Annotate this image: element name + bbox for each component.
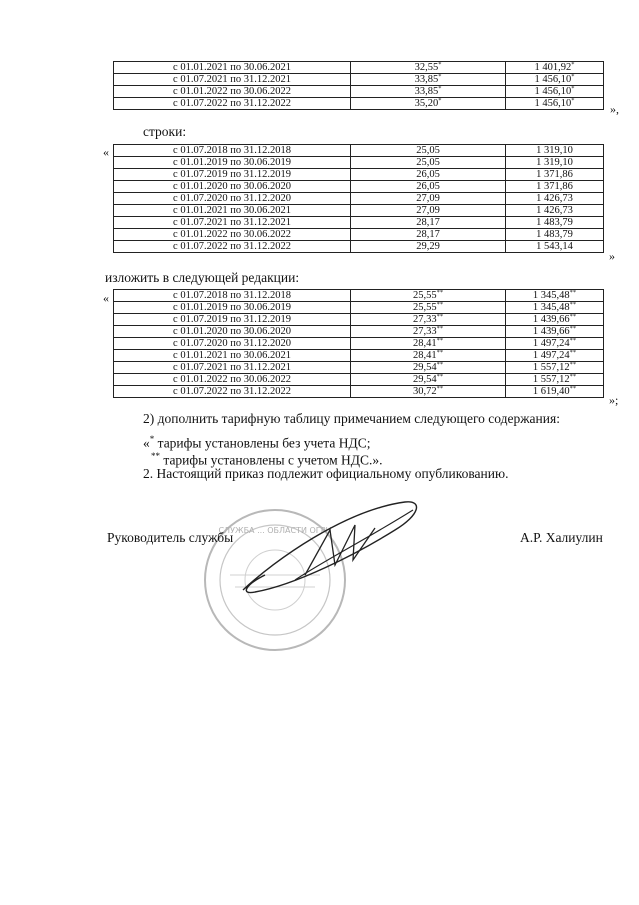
- cell-value: 25,55: [412, 290, 437, 301]
- footnote-mark: **: [436, 325, 444, 332]
- cell-value: 1 426,73: [536, 205, 573, 216]
- cell-value: с 01.01.2021 по 30.06.2021: [173, 205, 291, 216]
- rate-per-gcal-cell: [506, 229, 604, 241]
- cell-value: 32,55: [414, 62, 439, 73]
- label-rows: строки:: [143, 124, 187, 139]
- table-row: [114, 98, 604, 110]
- table-row: [114, 302, 604, 314]
- table-row: [114, 229, 604, 241]
- rate-per-unit-cell: [351, 181, 506, 193]
- footnote-mark: **: [436, 349, 444, 356]
- cell-value: 1 543,14: [536, 241, 573, 252]
- signatory-role: Руководитель службы: [107, 530, 234, 545]
- footnote-mark: **: [569, 385, 577, 392]
- footnote-mark: *: [438, 85, 442, 92]
- cell-value: с 01.01.2022 по 30.06.2022: [173, 374, 291, 385]
- cell-value: с 01.01.2019 по 30.06.2019: [173, 157, 291, 168]
- paragraph-publish: 2. Настоящий приказ подлежит официальному опубликованию.: [143, 466, 509, 481]
- cell-value: 30,72: [412, 386, 437, 397]
- rate-per-gcal-cell: [506, 157, 604, 169]
- stamp-text: СЛУЖБА ... ОБЛАСТИ ОГРН: [218, 526, 332, 535]
- table-row: [114, 193, 604, 205]
- rate-per-gcal-cell: [506, 374, 604, 386]
- period-cell: [114, 374, 351, 386]
- rate-per-unit-cell: [351, 86, 506, 98]
- cell-value: 1 456,10: [534, 98, 572, 109]
- table-row: [114, 74, 604, 86]
- rate-per-unit-cell: [351, 217, 506, 229]
- footnote-mark: *: [571, 97, 575, 104]
- cell-value: 1 371,86: [536, 181, 573, 192]
- rate-per-unit-cell: [351, 205, 506, 217]
- cell-value: с 01.07.2019 по 31.12.2019: [173, 169, 291, 180]
- cell-value: 28,41: [412, 338, 437, 349]
- period-cell: [114, 314, 351, 326]
- table-row: [114, 290, 604, 302]
- rate-per-unit-cell: [351, 314, 506, 326]
- cell-value: 1 497,24: [532, 338, 570, 349]
- period-cell: [114, 98, 351, 110]
- period-cell: [114, 181, 351, 193]
- table-row: [114, 86, 604, 98]
- footnote-mark: **: [436, 313, 444, 320]
- rate-per-gcal-cell: [506, 98, 604, 110]
- cell-value: 1 401,92: [534, 62, 572, 73]
- cell-value: 1 345,48: [532, 290, 570, 301]
- footnote-mark: **: [569, 349, 577, 356]
- cell-value: 1 371,86: [536, 169, 573, 180]
- footnote-mark: **: [569, 313, 577, 320]
- cell-value: 1 483,79: [536, 217, 573, 228]
- cell-value: с 01.07.2022 по 31.12.2022: [173, 241, 291, 252]
- cell-value: 1 497,24: [532, 350, 570, 361]
- table3-open-mark: «: [103, 291, 109, 305]
- cell-value: 1 619,40: [532, 386, 570, 397]
- rate-per-unit-cell: [351, 145, 506, 157]
- cell-value: 25,55: [412, 302, 437, 313]
- footnote-mark: **: [569, 325, 577, 332]
- label-new-edition: изложить в следующей редакции:: [105, 270, 300, 285]
- period-cell: [114, 193, 351, 205]
- cell-value: 28,17: [416, 217, 440, 228]
- cell-value: 35,20: [414, 98, 439, 109]
- table-row: [114, 157, 604, 169]
- table-row: [114, 217, 604, 229]
- rate-per-gcal-cell: [506, 350, 604, 362]
- rate-per-unit-cell: [351, 62, 506, 74]
- table-row: [114, 62, 604, 74]
- cell-value: 27,09: [416, 205, 440, 216]
- cell-value: с 01.07.2021 по 31.12.2021: [173, 74, 291, 85]
- cell-value: 1 439,66: [532, 326, 570, 337]
- rate-per-gcal-cell: [506, 326, 604, 338]
- table-row: [114, 169, 604, 181]
- handwritten-signature: [235, 490, 425, 600]
- period-cell: [114, 145, 351, 157]
- period-cell: [114, 326, 351, 338]
- cell-value: с 01.07.2022 по 31.12.2022: [173, 98, 291, 109]
- cell-value: 28,41: [412, 350, 437, 361]
- rate-per-unit-cell: [351, 302, 506, 314]
- rate-per-gcal-cell: [506, 362, 604, 374]
- rate-per-gcal-cell: [506, 302, 604, 314]
- period-cell: [114, 302, 351, 314]
- rate-per-unit-cell: [351, 386, 506, 398]
- signatory-name: А.Р. Халиулин: [520, 530, 603, 545]
- period-cell: [114, 74, 351, 86]
- tariff-table-continued: [113, 61, 604, 110]
- paragraph-note: 2) дополнить тарифную таблицу примечанием следующего содержания:: [143, 411, 560, 426]
- footnote-mark: *: [571, 85, 575, 92]
- footnote-mark: **: [436, 361, 444, 368]
- note1-asterisk: *: [149, 434, 155, 444]
- period-cell: [114, 62, 351, 74]
- cell-value: 1 319,10: [536, 157, 573, 168]
- cell-value: 1 557,12: [532, 362, 570, 373]
- rate-per-gcal-cell: [506, 290, 604, 302]
- period-cell: [114, 386, 351, 398]
- cell-value: 1 426,73: [536, 193, 573, 204]
- cell-value: 1 557,12: [532, 374, 570, 385]
- footnote-mark: **: [569, 361, 577, 368]
- period-cell: [114, 229, 351, 241]
- table-row: [114, 338, 604, 350]
- cell-value: с 01.07.2018 по 31.12.2018: [173, 145, 291, 156]
- footnote-mark: **: [436, 289, 444, 296]
- cell-value: 25,05: [416, 157, 440, 168]
- cell-value: с 01.01.2020 по 30.06.2020: [173, 326, 291, 337]
- footnote-mark: *: [571, 73, 575, 80]
- table-row: [114, 205, 604, 217]
- rate-per-unit-cell: [351, 326, 506, 338]
- rate-per-unit-cell: [351, 157, 506, 169]
- period-cell: [114, 241, 351, 253]
- rate-per-unit-cell: [351, 74, 506, 86]
- table-row: [114, 314, 604, 326]
- rate-per-unit-cell: [351, 193, 506, 205]
- table-row: [114, 181, 604, 193]
- table-row: [114, 350, 604, 362]
- cell-value: с 01.01.2022 по 30.06.2022: [173, 229, 291, 240]
- rate-per-unit-cell: [351, 169, 506, 181]
- cell-value: с 01.07.2020 по 31.12.2020: [173, 338, 291, 349]
- note1-text: тарифы установлены без учета НДС;: [154, 435, 371, 451]
- rate-per-gcal-cell: [506, 169, 604, 181]
- cell-value: 1 483,79: [536, 229, 573, 240]
- rate-per-gcal-cell: [506, 338, 604, 350]
- cell-value: с 01.07.2022 по 31.12.2022: [173, 386, 291, 397]
- period-cell: [114, 86, 351, 98]
- cell-value: с 01.01.2021 по 30.06.2021: [173, 350, 291, 361]
- footnote-mark: **: [436, 385, 444, 392]
- cell-value: 27,09: [416, 193, 440, 204]
- footnote-mark: **: [569, 289, 577, 296]
- footnote-mark: *: [438, 73, 442, 80]
- footnote-mark: *: [438, 97, 442, 104]
- cell-value: с 01.07.2018 по 31.12.2018: [173, 290, 291, 301]
- cell-value: с 01.01.2022 по 30.06.2022: [173, 86, 291, 97]
- cell-value: 1 345,48: [532, 302, 570, 313]
- period-cell: [114, 157, 351, 169]
- table2-open-mark: «: [103, 145, 109, 159]
- table3-close-mark: »;: [609, 393, 619, 407]
- table-row: [114, 145, 604, 157]
- rate-per-gcal-cell: [506, 386, 604, 398]
- period-cell: [114, 217, 351, 229]
- rate-per-unit-cell: [351, 350, 506, 362]
- cell-value: 1 456,10: [534, 74, 572, 85]
- note1-prefix: «: [143, 435, 150, 451]
- rate-per-gcal-cell: [506, 86, 604, 98]
- period-cell: [114, 338, 351, 350]
- cell-value: с 01.01.2020 по 30.06.2020: [173, 181, 291, 192]
- rate-per-unit-cell: [351, 362, 506, 374]
- cell-value: 29,29: [416, 241, 440, 252]
- cell-value: 28,17: [416, 229, 440, 240]
- cell-value: 29,54: [412, 362, 437, 373]
- table1-close-mark: »,: [610, 102, 619, 116]
- tariff-table-old-rows: [113, 144, 604, 253]
- period-cell: [114, 169, 351, 181]
- table-row: [114, 374, 604, 386]
- period-cell: [114, 205, 351, 217]
- table-row: [114, 386, 604, 398]
- cell-value: с 01.07.2021 по 31.12.2021: [173, 217, 291, 228]
- table2-close-mark: »: [609, 249, 615, 263]
- cell-value: с 01.01.2019 по 30.06.2019: [173, 302, 291, 313]
- footnote-mark: **: [569, 301, 577, 308]
- tariff-table-new-rows: [113, 289, 604, 398]
- cell-value: 1 319,10: [536, 145, 573, 156]
- footnote-mark: *: [438, 61, 442, 68]
- rate-per-gcal-cell: [506, 74, 604, 86]
- cell-value: с 01.07.2020 по 31.12.2020: [173, 193, 291, 204]
- rate-per-gcal-cell: [506, 145, 604, 157]
- cell-value: с 01.01.2021 по 30.06.2021: [173, 62, 291, 73]
- rate-per-gcal-cell: [506, 241, 604, 253]
- table-row: [114, 241, 604, 253]
- table-row: [114, 362, 604, 374]
- cell-value: 29,54: [412, 374, 437, 385]
- cell-value: 1 439,66: [532, 314, 570, 325]
- cell-value: 27,33: [412, 326, 437, 337]
- period-cell: [114, 350, 351, 362]
- cell-value: с 01.07.2021 по 31.12.2021: [173, 362, 291, 373]
- rate-per-unit-cell: [351, 98, 506, 110]
- table-row: [114, 326, 604, 338]
- note2-asterisks: **: [151, 451, 160, 461]
- footnote-mark: **: [436, 301, 444, 308]
- rate-per-gcal-cell: [506, 193, 604, 205]
- rate-per-unit-cell: [351, 290, 506, 302]
- footnote-mark: **: [436, 337, 444, 344]
- rate-per-gcal-cell: [506, 314, 604, 326]
- rate-per-gcal-cell: [506, 217, 604, 229]
- footnote-mark: *: [571, 61, 575, 68]
- rate-per-unit-cell: [351, 229, 506, 241]
- rate-per-gcal-cell: [506, 181, 604, 193]
- footnote-mark: **: [569, 337, 577, 344]
- cell-value: 33,85: [414, 74, 439, 85]
- cell-value: 1 456,10: [534, 86, 572, 97]
- cell-value: 26,05: [416, 169, 440, 180]
- period-cell: [114, 290, 351, 302]
- footnote-mark: **: [436, 373, 444, 380]
- rate-per-unit-cell: [351, 338, 506, 350]
- cell-value: 25,05: [416, 145, 440, 156]
- period-cell: [114, 362, 351, 374]
- cell-value: 27,33: [412, 314, 437, 325]
- rate-per-unit-cell: [351, 374, 506, 386]
- rate-per-gcal-cell: [506, 205, 604, 217]
- note2-text: тарифы установлены с учетом НДС.».: [160, 452, 383, 468]
- rate-per-unit-cell: [351, 241, 506, 253]
- cell-value: 33,85: [414, 86, 439, 97]
- footnote-mark: **: [569, 373, 577, 380]
- rate-per-gcal-cell: [506, 62, 604, 74]
- cell-value: 26,05: [416, 181, 440, 192]
- cell-value: с 01.07.2019 по 31.12.2019: [173, 314, 291, 325]
